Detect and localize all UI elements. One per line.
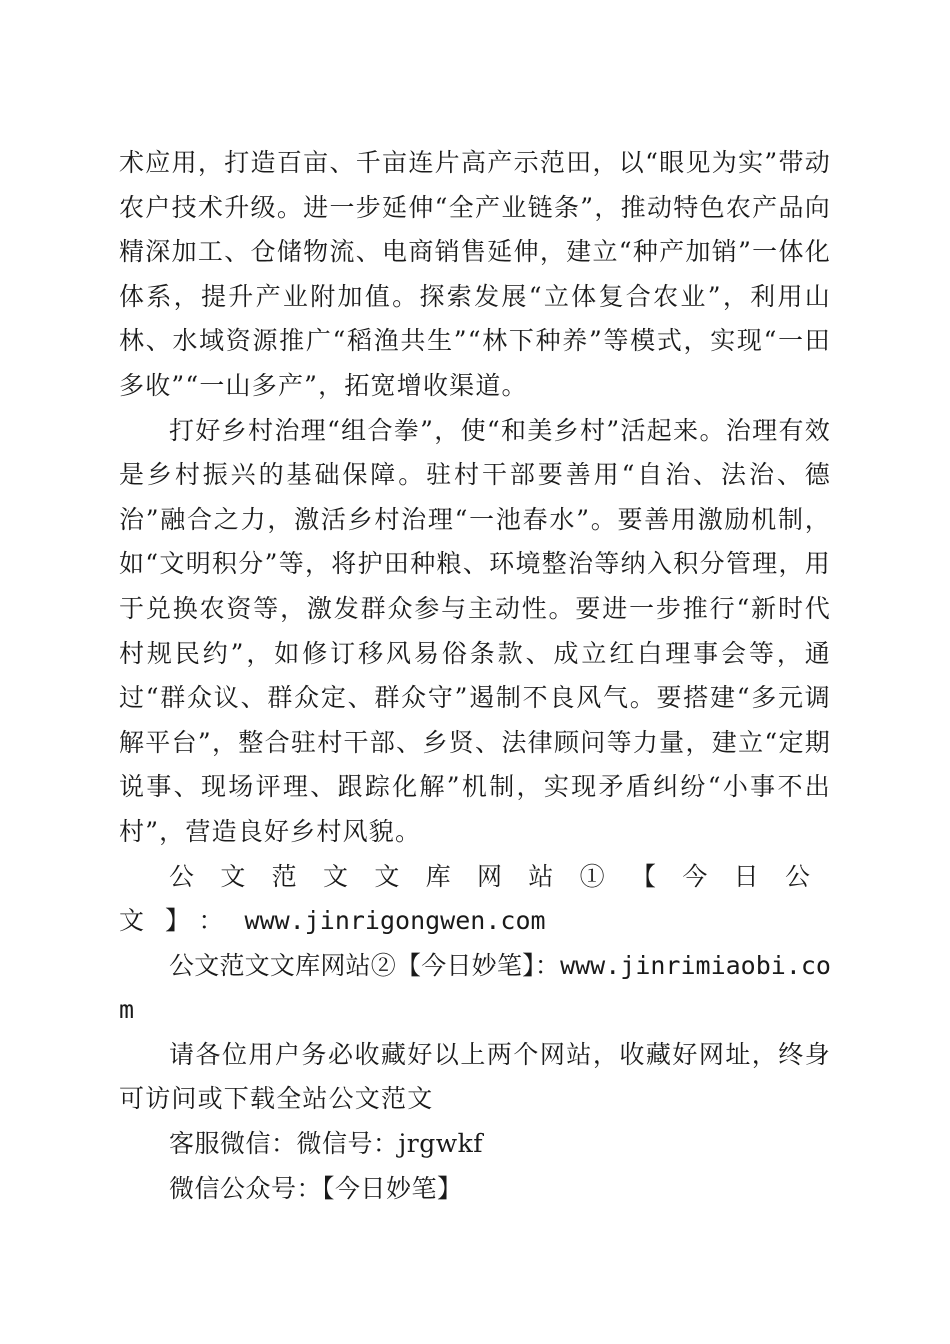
website-line-2 bbox=[119, 944, 831, 1033]
body-paragraph-1: 术应用，打造百亩、千亩连片高产示范田，以“眼见为实”带动农户技术升级。进一步延伸“全产业链条”，推动特色农产品向精深加工、仓储物流、电商销售延伸，建立“种产加销”一体化体系，提升产业附加值。探索发展“立体复合农业”，利用山林、水域资源推广“稻渔共生”“林下种养”等模式，实现“一田多收”“一山多产”，拓宽增收渠道。 bbox=[119, 148, 831, 400]
customer-service-wechat: 客服微信：微信号：jrgwkf bbox=[169, 1129, 484, 1159]
bookmark-notice: 请各位用户务必收藏好以上两个网站，收藏好网址，终身可访问或下载全站公文范文 bbox=[119, 1039, 831, 1114]
body-paragraph-2: 打好乡村治理“组合拳”，使“和美乡村”活起来。治理有效是乡村振兴的基础保障。驻村干部要善用“自治、法治、德治”融合之力，激活乡村治理“一池春水”。要善用激励机制，如“文明积分”等，将护田种粮、环境整治等纳入积分管理，用于兑换农资等，激发群众参与主动性。要进一步推行“新时代村规民约”，如修订移风易俗条款、成立红白理事会等，通过“群众议、群众定、群众守”遏制不良风气。要搭建“多元调解平台”，整合驻村干部、乡贤、法律顾问等力量，建立“定期说事、现场评理、跟踪化解”机制，实现矛盾纠纷“小事不出村”，营造良好乡村风貌。 bbox=[119, 415, 831, 846]
wechat-official-account: 微信公众号：【今日妙笔】 bbox=[169, 1173, 463, 1203]
website-1-url[interactable]: www.jinrigongwen.com bbox=[244, 906, 546, 936]
document-body bbox=[119, 141, 831, 1211]
website-line-1 bbox=[119, 855, 831, 944]
website-1-label: 公文范文文库网站①【今日公文】： bbox=[119, 861, 831, 936]
website-2-label: 公文范文文库网站②【今日妙笔】： bbox=[169, 950, 561, 980]
website-2-url[interactable]: www.jinrimiaobi.com bbox=[119, 950, 831, 1025]
